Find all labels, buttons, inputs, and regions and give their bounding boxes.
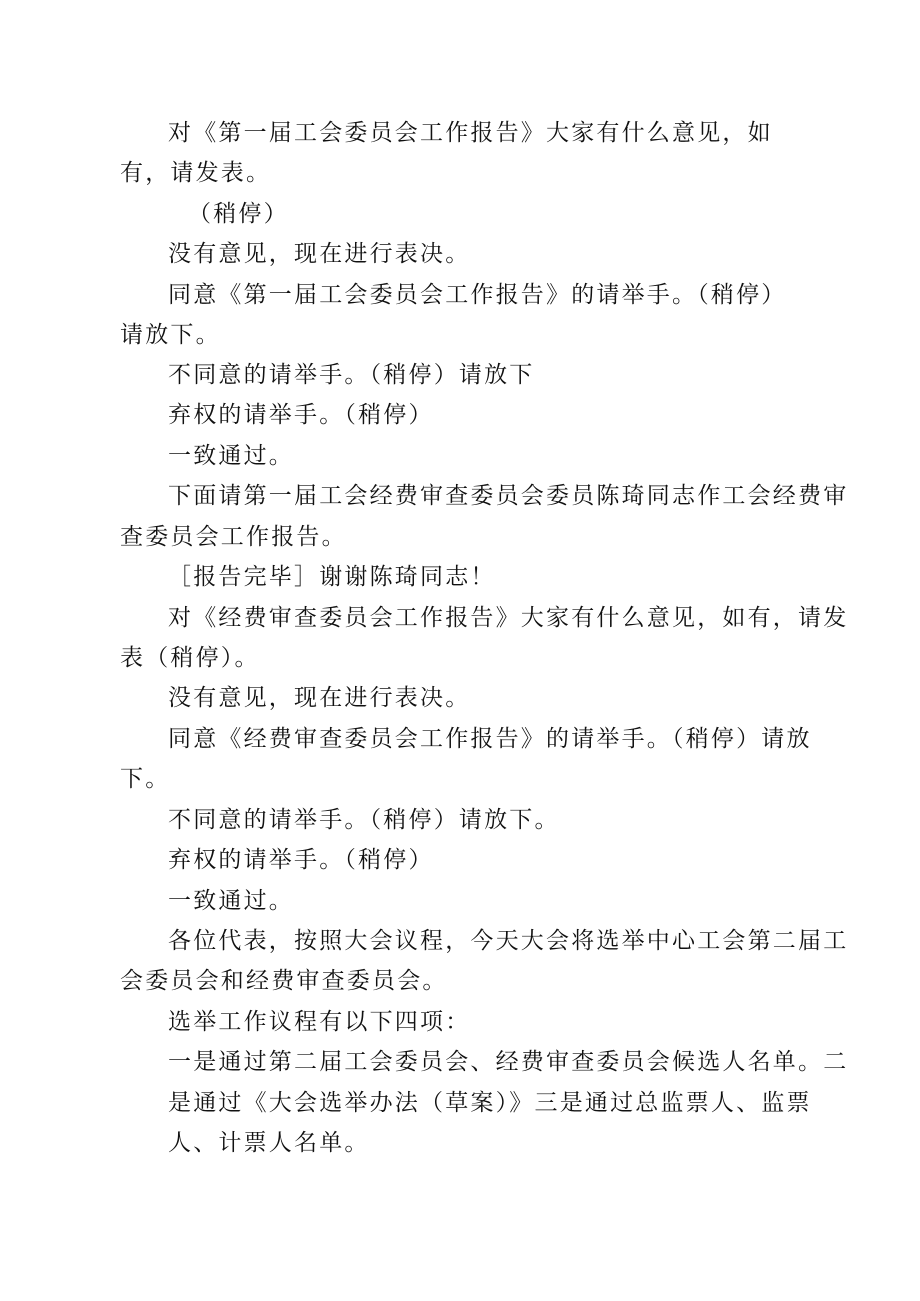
paragraph-line: 弃权的请举手。（稍停） [168, 847, 434, 873]
paragraph-line: 对《经费审查委员会工作报告》大家有什么意见，如有，请发 [168, 605, 849, 631]
paragraph-line: 对《第一届工会委员会工作报告》大家有什么意见，如 [168, 120, 773, 146]
paragraph-line: 表（稍停）。 [120, 645, 260, 671]
paragraph-line: 人、计票人名单。 [168, 1130, 370, 1156]
paragraph-line: 不同意的请举手。（稍停）请放下 [168, 362, 535, 388]
paragraph-line: 下。 [120, 766, 171, 792]
paragraph-line: 各位代表，按照大会议程，今天大会将选举中心工会第二届工 [168, 928, 849, 954]
paragraph-line: 不同意的请举手。（稍停）请放下。 [168, 807, 560, 833]
paragraph-line: 下面请第一届工会经费审查委员会委员陈琦同志作工会经费审 [168, 483, 849, 509]
paragraph-line: 同意《经费审查委员会工作报告》的请举手。（稍停）请放 [168, 726, 812, 752]
paragraph-line: ［报告完毕］谢谢陈琦同志！ [168, 564, 496, 590]
paragraph-line: 请放下。 [120, 322, 221, 348]
paragraph-line: 没有意见，现在进行表决。 [168, 241, 471, 267]
paragraph-line: 一是通过第二届工会委员会、经费审查委员会候选人名单。二 [168, 1049, 849, 1075]
paragraph-line: 是通过《大会选举办法（草案）》三是通过总监票人、监票 [168, 1090, 812, 1116]
paragraph-line: 查委员会工作报告。 [120, 524, 347, 550]
paragraph-line: 同意《第一届工会委员会工作报告》的请举手。（稍停） [168, 282, 787, 308]
paragraph-line: 选举工作议程有以下四项： [168, 1009, 471, 1035]
paragraph-line: 一致通过。 [168, 888, 294, 914]
paragraph-line: 一致通过。 [168, 443, 294, 469]
paragraph-line: （稍停） [188, 201, 289, 227]
paragraph-line: 弃权的请举手。（稍停） [168, 402, 434, 428]
paragraph-line: 没有意见，现在进行表决。 [168, 685, 471, 711]
paragraph-line: 会委员会和经费审查委员会。 [120, 968, 448, 994]
paragraph-line: 有，请发表。 [120, 160, 272, 186]
